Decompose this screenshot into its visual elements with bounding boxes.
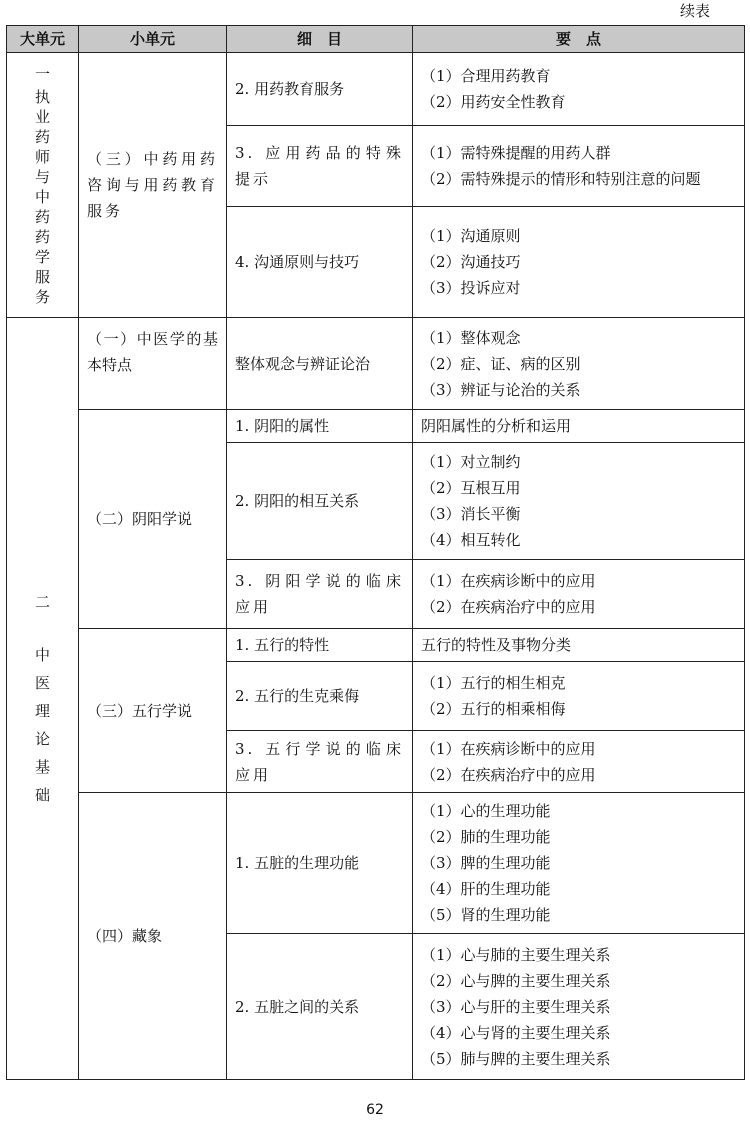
major-unit-number: 二 xyxy=(34,592,50,611)
point-item: （4）心与肾的主要生理关系 xyxy=(421,1023,611,1042)
detail-text: 1. 五脏的生理功能 xyxy=(235,854,360,872)
points-cell xyxy=(413,207,745,318)
points-cell xyxy=(413,318,745,410)
header-minor-unit: 小单元 xyxy=(79,26,227,53)
minor-unit xyxy=(79,793,227,1080)
major-unit-1 xyxy=(7,53,79,318)
point-item: （5）肺与脾的主要生理关系 xyxy=(421,1049,611,1068)
point-item: （2）在疾病治疗中的应用 xyxy=(421,765,596,784)
major-unit-title: 执业药师与中药药学服务 xyxy=(34,88,50,306)
point-item: （1）心的生理功能 xyxy=(421,802,551,820)
point-item: （3）脾的生理功能 xyxy=(421,854,551,872)
syllabus-table xyxy=(6,25,745,1080)
minor-unit-title: （二）阴阳学说 xyxy=(87,510,193,528)
point-item: （3）消长平衡 xyxy=(421,505,521,523)
point-item: 阴阳属性的分析和运用 xyxy=(421,417,572,435)
points-cell xyxy=(413,662,745,731)
point-item: （5）肾的生理功能 xyxy=(421,906,551,924)
detail-text: 4. 沟通原则与技巧 xyxy=(235,253,360,271)
detail-cell xyxy=(227,793,413,934)
points-cell xyxy=(413,410,745,443)
detail-cell xyxy=(227,53,413,126)
detail-cell xyxy=(227,318,413,410)
minor-unit xyxy=(79,629,227,793)
point-item: （4）相互转化 xyxy=(421,531,521,549)
major-unit-number: 一 xyxy=(34,65,50,83)
header-points: 要 点 xyxy=(413,26,745,53)
header-major-unit: 大单元 xyxy=(7,26,79,53)
detail-cell xyxy=(227,560,413,629)
point-item: （1）需特殊提醒的用药人群 xyxy=(421,144,611,162)
point-item: 五行的特性及事物分类 xyxy=(421,636,572,654)
detail-text: 整体观念与辨证论治 xyxy=(235,354,371,373)
detail-text: 2. 五行的生克乘侮 xyxy=(235,687,360,705)
table-row xyxy=(7,629,745,662)
point-item: （3）心与肝的主要生理关系 xyxy=(421,997,611,1016)
point-item: （2）肺的生理功能 xyxy=(421,828,551,846)
continued-label: 续表 xyxy=(679,2,710,20)
detail-cell xyxy=(227,731,413,793)
point-item: （2）五行的相乘相侮 xyxy=(421,700,566,718)
point-item: （1）心与肺的主要生理关系 xyxy=(421,945,611,964)
detail-text: 1. 五行的特性 xyxy=(235,636,330,654)
detail-cell xyxy=(227,934,413,1080)
point-item: （2）用药安全性教育 xyxy=(421,93,566,111)
points-cell xyxy=(413,934,745,1080)
point-item: （2）需特殊提示的情形和特别注意的问题 xyxy=(421,170,701,188)
minor-unit-title: （三）五行学说 xyxy=(87,701,193,720)
point-item: （1）五行的相生相克 xyxy=(421,674,566,692)
point-item: （2）心与脾的主要生理关系 xyxy=(421,971,611,990)
header-detail: 细 目 xyxy=(227,26,413,53)
point-item: （2）在疾病治疗中的应用 xyxy=(421,598,596,616)
point-item: （2）沟通技巧 xyxy=(421,253,521,271)
detail-text: 3. 应用药品的特殊提示 xyxy=(235,144,404,188)
detail-cell xyxy=(227,662,413,731)
detail-text: 2. 阴阳的相互关系 xyxy=(235,492,360,510)
point-item: （4）肝的生理功能 xyxy=(421,880,551,898)
table-row xyxy=(7,410,745,443)
points-cell xyxy=(413,53,745,126)
detail-text: 2. 五脏之间的关系 xyxy=(235,997,360,1016)
minor-unit-title: （三）中药用药咨询与用药教育服务 xyxy=(87,150,218,220)
point-item: （1）在疾病诊断中的应用 xyxy=(421,739,596,758)
point-item: （3）投诉应对 xyxy=(421,279,521,297)
points-cell xyxy=(413,126,745,207)
point-item: （3）辨证与论治的关系 xyxy=(421,380,581,399)
minor-unit-title: （四）藏象 xyxy=(87,927,163,945)
detail-text: 2. 用药教育服务 xyxy=(235,80,345,98)
page-number: 62 xyxy=(366,1102,384,1118)
points-cell xyxy=(413,793,745,934)
detail-cell xyxy=(227,410,413,443)
detail-cell xyxy=(227,126,413,207)
point-item: （2）症、证、病的区别 xyxy=(421,354,581,373)
minor-unit xyxy=(79,318,227,410)
minor-unit-title: （一）中医学的基本特点 xyxy=(87,330,218,374)
detail-cell xyxy=(227,207,413,318)
detail-cell xyxy=(227,443,413,560)
table-row xyxy=(7,53,745,126)
point-item: （1）整体观念 xyxy=(421,328,521,347)
major-unit-2 xyxy=(7,318,79,1080)
point-item: （1）在疾病诊断中的应用 xyxy=(421,572,596,590)
point-item: （1）沟通原则 xyxy=(421,227,521,245)
point-item: （1）对立制约 xyxy=(421,453,521,471)
major-unit-title: 中医理论基础 xyxy=(34,645,50,804)
points-cell xyxy=(413,560,745,629)
table-header-row xyxy=(7,26,745,53)
table-row xyxy=(7,318,745,410)
detail-text: 3. 五行学说的临床应用 xyxy=(235,739,404,784)
points-cell xyxy=(413,731,745,793)
detail-text: 3. 阴阳学说的临床应用 xyxy=(235,572,404,616)
points-cell xyxy=(413,629,745,662)
detail-cell xyxy=(227,629,413,662)
detail-text: 1. 阴阳的属性 xyxy=(235,417,330,435)
point-item: （2）互根互用 xyxy=(421,479,521,497)
minor-unit xyxy=(79,410,227,629)
minor-unit xyxy=(79,53,227,318)
point-item: （1）合理用药教育 xyxy=(421,67,551,85)
points-cell xyxy=(413,443,745,560)
table-row xyxy=(7,793,745,934)
